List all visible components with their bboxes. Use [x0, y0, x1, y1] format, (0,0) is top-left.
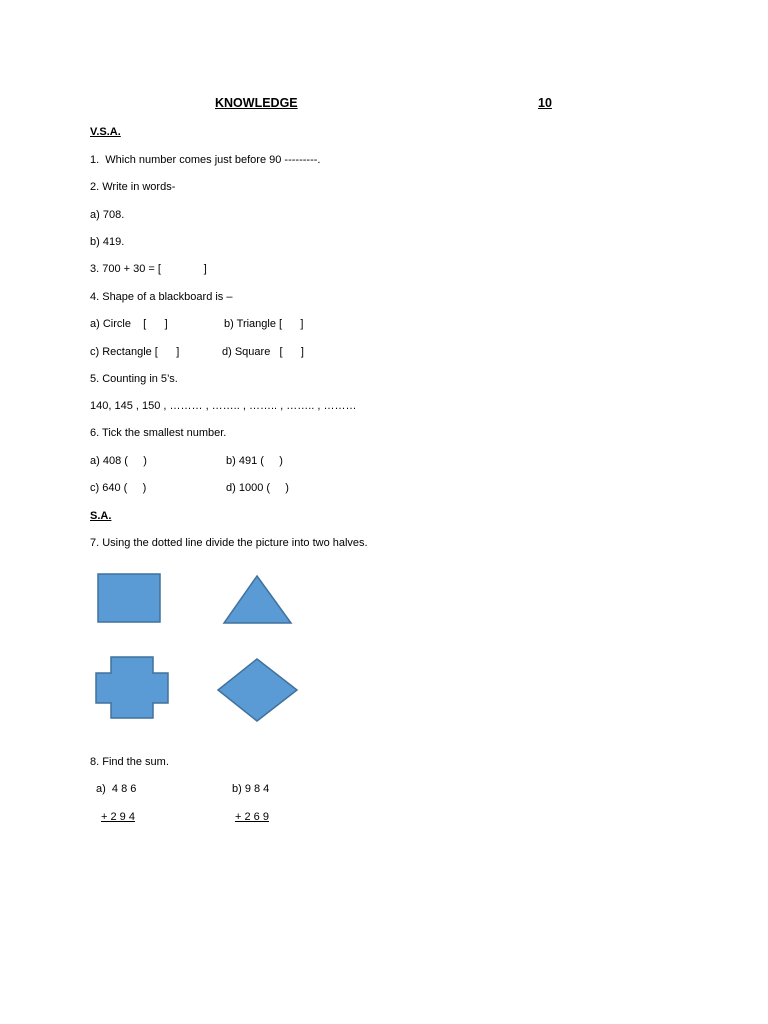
total-marks: 10 [538, 96, 552, 110]
question-2-option-a: a) 708. [90, 209, 125, 221]
question-5: 5. Counting in 5’s. [90, 373, 178, 385]
question-2: 2. Write in words- [90, 181, 176, 193]
question-8-part-a: a) 4 8 6 [96, 783, 137, 795]
question-4-option-a: a) Circle [ ] [90, 318, 168, 330]
page-title: KNOWLEDGE [215, 96, 298, 110]
question-6-option-a: a) 408 ( ) [90, 455, 147, 467]
diamond-shape-body [218, 659, 297, 721]
triangle-shape-body [224, 576, 291, 623]
question-7: 7. Using the dotted line divide the picture into two halves. [90, 537, 368, 549]
question-4-option-c: c) Rectangle [ ] [90, 346, 180, 358]
rectangle-shape-body [98, 574, 160, 622]
plus-cross-shape-body [96, 657, 168, 718]
triangle-shape [222, 574, 294, 626]
question-8-part-a-addend: + 2 9 4 [101, 811, 135, 823]
question-6-option-c: c) 640 ( ) [90, 482, 147, 494]
section-sa-heading: S.A. [90, 510, 112, 522]
question-2-option-b: b) 419. [90, 236, 125, 248]
question-4-option-d: d) Square [ ] [222, 346, 304, 358]
question-4: 4. Shape of a blackboard is – [90, 291, 233, 303]
rectangle-shape [96, 572, 164, 626]
question-1: 1. Which number comes just before 90 ---------. [90, 154, 321, 166]
question-6-option-b: b) 491 ( ) [226, 455, 283, 467]
question-5-sequence: 140, 145 , 150 , ……… , …….. , …….. , …….. , ……… [90, 400, 357, 412]
plus-cross-shape [94, 655, 172, 721]
question-4-option-b: b) Triangle [ ] [224, 318, 304, 330]
question-8-part-b: b) 9 8 4 [232, 783, 270, 795]
question-8: 8. Find the sum. [90, 756, 169, 768]
section-vsa-heading: V.S.A. [90, 126, 121, 138]
diamond-shape [216, 657, 300, 725]
question-3: 3. 700 + 30 = [ ] [90, 263, 207, 275]
question-6: 6. Tick the smallest number. [90, 427, 227, 439]
question-6-option-d: d) 1000 ( ) [226, 482, 289, 494]
question-8-part-b-addend: + 2 6 9 [235, 811, 269, 823]
